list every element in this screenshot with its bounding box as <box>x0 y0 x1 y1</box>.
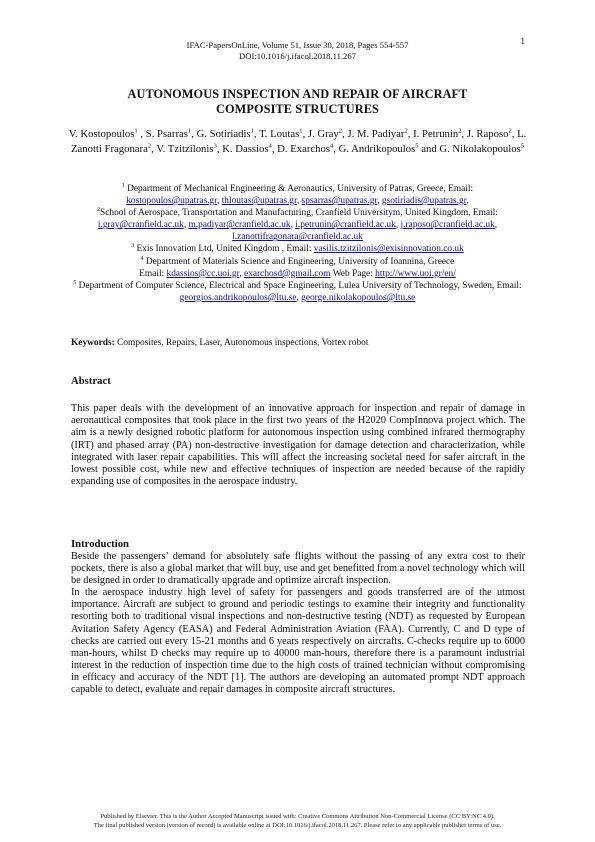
web-link[interactable]: http://www.uoi.gr/en/ <box>375 268 456 279</box>
author: V. Kostopoulos <box>68 128 135 140</box>
affiliation-mark: 4 <box>140 255 144 262</box>
journal-citation: IFAC-PapersOnLine, Volume 51, Issue 30, 2018, Pages 554-557 <box>186 40 409 50</box>
author: , L. Zanotti Fragonara <box>70 128 527 155</box>
author-affiliation-mark: 5 <box>520 141 525 149</box>
author: , G. Sotiriadis <box>191 128 251 140</box>
affiliation-4 <box>66 256 529 268</box>
affiliation-text: School of Aerospace, Transportation and Manufacturing, Cranfield Universitym, United Kingdom, Email: <box>100 208 498 219</box>
paper-title <box>60 87 535 117</box>
author-affiliation-mark: 4 <box>268 141 272 149</box>
affiliations <box>66 183 529 304</box>
email-link[interactable]: i.petrunin@cranfield.ac.uk <box>295 220 396 231</box>
email-link[interactable]: spsarras@upatras.gr <box>301 196 378 207</box>
author: , J. M. Padiyar <box>342 128 405 140</box>
author: , K. Dassios <box>216 142 269 155</box>
paragraph: Beside the passengers’ demand for absolutely safe flights without the passing of any extra cost to their pockets, there is also a global market that will buy, use and get benefitted from a novel technology which will be designed in order to dramatically upgrade and optimize aircraft inspection. <box>71 551 525 587</box>
author-affiliation-mark: 1 <box>299 127 303 135</box>
affiliation-4-contacts: Email: kdassios@cc.uoi.gr, exarchosd@gmail.com Web Page: http://www.uoi.gr/en/ <box>139 268 456 279</box>
author: , J. Raposo <box>461 128 509 140</box>
affiliation-5: $^5$ Department of Computer Science, Electrical and Space Engineering, Lulea University of Technology, Sweden, Email: georgios.andrikopoulos@ltu.se, george.nikolakopoulos@ltu.se <box>73 279 522 303</box>
email-link[interactable]: kdassios@cc.uoi.gr <box>166 268 240 279</box>
doi-line: DOI:10.1016/j.ifacol.2018.11.267 <box>239 51 356 61</box>
affiliation-1-emails: kostopoulos@upatras.gr, thloutas@upatras.gr, spsarras@upatras.gr, gsotiriadis@upatras.gr, <box>126 196 469 207</box>
email-label: Email: <box>139 268 167 279</box>
author: , T. Loutas <box>253 128 300 140</box>
affiliation-text: Exis Innovation Ltd, United Kingdom , Email: <box>134 244 314 255</box>
footer-line-1: Published by Elsevier. This is the Author Accepted Manuscript issued with: Creative Commons Attribution Non-Commercial License (CC:BY:NC 4.0). <box>100 813 495 820</box>
abstract-heading: Abstract <box>71 375 111 387</box>
web-label: Web Page: <box>330 268 376 279</box>
author-affiliation-mark: 2 <box>147 141 152 149</box>
email-link[interactable]: george.nikolakopoulos@ltu.se <box>301 292 416 303</box>
title-line-1: AUTONOMOUS INSPECTION AND REPAIR OF AIRCRAFT <box>127 87 468 101</box>
author-affiliation-mark: 1 <box>250 127 254 135</box>
author: , G. Andrikopoulos <box>333 142 416 155</box>
author-affiliation-mark: 3 <box>213 141 217 149</box>
email-link[interactable]: exarchosd@gmail.com <box>244 268 331 279</box>
affiliation-3 <box>66 243 529 255</box>
introduction-body <box>71 551 525 696</box>
email-link[interactable]: gsotiriadis@upatras.gr <box>381 196 467 207</box>
author-affiliation-mark: 2 <box>404 127 408 135</box>
email-link[interactable]: thloutas@upatras.gr <box>221 196 297 207</box>
abstract-text: This paper deals with the development of an innovative approach for inspection and repair of damage in aeronautical composites that took place in the first two years of the H2020 CompInnova project which. The aim is a newly designed robotic platform for autonomous inspection using combined infrared thermography (IRT) and phased array (PA) non-destructive investigation for damage detection and characterization, while integrated with laser repair capabilities. This will affect the increasing societal need for safer aircraft in the lowest possible cost, while new and effective techniques of inspection are needed because of the rapidly expanding use of composites in the aerospace industry. <box>71 403 525 488</box>
introduction-heading: Introduction <box>71 538 130 550</box>
author: and G. Nikolakopoulos <box>418 142 521 155</box>
affiliation-mark: 3 <box>131 243 135 250</box>
affiliation-mark: 2 <box>97 207 101 214</box>
affiliation-1 <box>66 183 529 195</box>
keywords <box>71 338 531 348</box>
affiliation-text: Department of Mechanical Engineering & Aeronautics, University of Patras, Greece, Email: <box>124 184 474 194</box>
keywords-label: Keywords: <box>71 338 115 348</box>
footer-line-2: The final published version (version of record) is available online at DOI:10.1016/j.ifacol.2018.11.267. Please refer to any applicable publisher terms of use. <box>93 821 502 829</box>
author-affiliation-mark: 4 <box>330 141 334 149</box>
email-link[interactable]: m.padiyar@cranfield.ac.uk <box>188 220 291 231</box>
paragraph: In the aerospace industry high level of safety for passengers and goods transferred are of the utmost importance. Aircraft are subject to ground and periodic testings to examine their integrity and functionality resorting both to traditional visual inspections and non-destructive testing (NDT) as requested by European Avitation Safety Agency (EASA) and Federal Administration Aviation (FAA). Currently, C and D type of checks are carried out every 15-21 months and 6 years respectively on aircrafts. C-checks require up to 6000 man-hours, whilst D checks may require up to 40000 man-hours, therefore there is a paramount industrial interest in the reduction of inspection time due to the high costs of trained technician without compromising in efficacy and accuracy of the NDT [1]. The authors are developing an automated prompt NDT approach capable to detect, evaluate and repair damages in composite aircraft structures. <box>71 587 525 696</box>
author: , D. Exarchos <box>271 142 330 155</box>
title-line-2: COMPOSITE STRUCTURES <box>216 102 379 116</box>
affiliation-text: Department of Computer Science, Electrical and Space Engineering, Lulea University of Technology, Sweden, Email: <box>76 280 522 291</box>
author-affiliation-mark: 2 <box>458 127 462 135</box>
author-affiliation-mark: 5 <box>415 141 419 149</box>
email-link[interactable]: l.zanottifragonara@cranfield.ac.uk <box>232 232 363 243</box>
email-link[interactable]: i.gray@cranfield.ac.uk <box>97 220 184 231</box>
license-footer <box>0 813 595 830</box>
page-number: 1 <box>520 36 525 46</box>
author-affiliation-mark: 2 <box>338 127 343 135</box>
author-affiliation-mark: 2 <box>508 127 512 135</box>
affiliation-mark: 1 <box>121 182 125 189</box>
affiliation-text: Department of Materials Science and Engineering, University of Ioannina, Greece <box>143 256 455 267</box>
author-affiliation-mark: 1 <box>187 127 192 135</box>
author: , J. Gray <box>302 128 339 140</box>
email-link[interactable]: georgios.andrikopoulos@ltu.se <box>179 292 297 303</box>
email-link[interactable]: j.raposo@cranfield.ac.uk <box>400 220 495 231</box>
author: , S. Psarras <box>140 128 188 140</box>
author: , V. Tzitzilonis <box>151 142 214 155</box>
author-affiliation-mark: 1 <box>134 127 138 135</box>
keywords-text: Composites, Repairs, Laser, Autonomous inspections, Vortex robot <box>114 338 369 348</box>
author-list <box>66 127 529 156</box>
email-link[interactable]: kostopoulos@upatras.gr <box>126 196 217 207</box>
author: , I. Petrunin <box>407 128 459 140</box>
affiliation-2: $^2$School of Aerospace, Transportation and Manufacturing, Cranfield Universitym, United Kingdom, Email: i.gray@cranfield.ac.uk, m.padiyar@cranfield.ac.uk, i.petrunin@cranfield.ac.uk, j.raposo@cranfield.ac.uk, l.zanottifragonara@cranfield.ac.uk <box>97 207 498 243</box>
affiliation-mark: 5 <box>73 279 77 286</box>
email-link[interactable]: vasilis.tzitzilonis@exisinnovation.co.uk <box>313 244 464 255</box>
